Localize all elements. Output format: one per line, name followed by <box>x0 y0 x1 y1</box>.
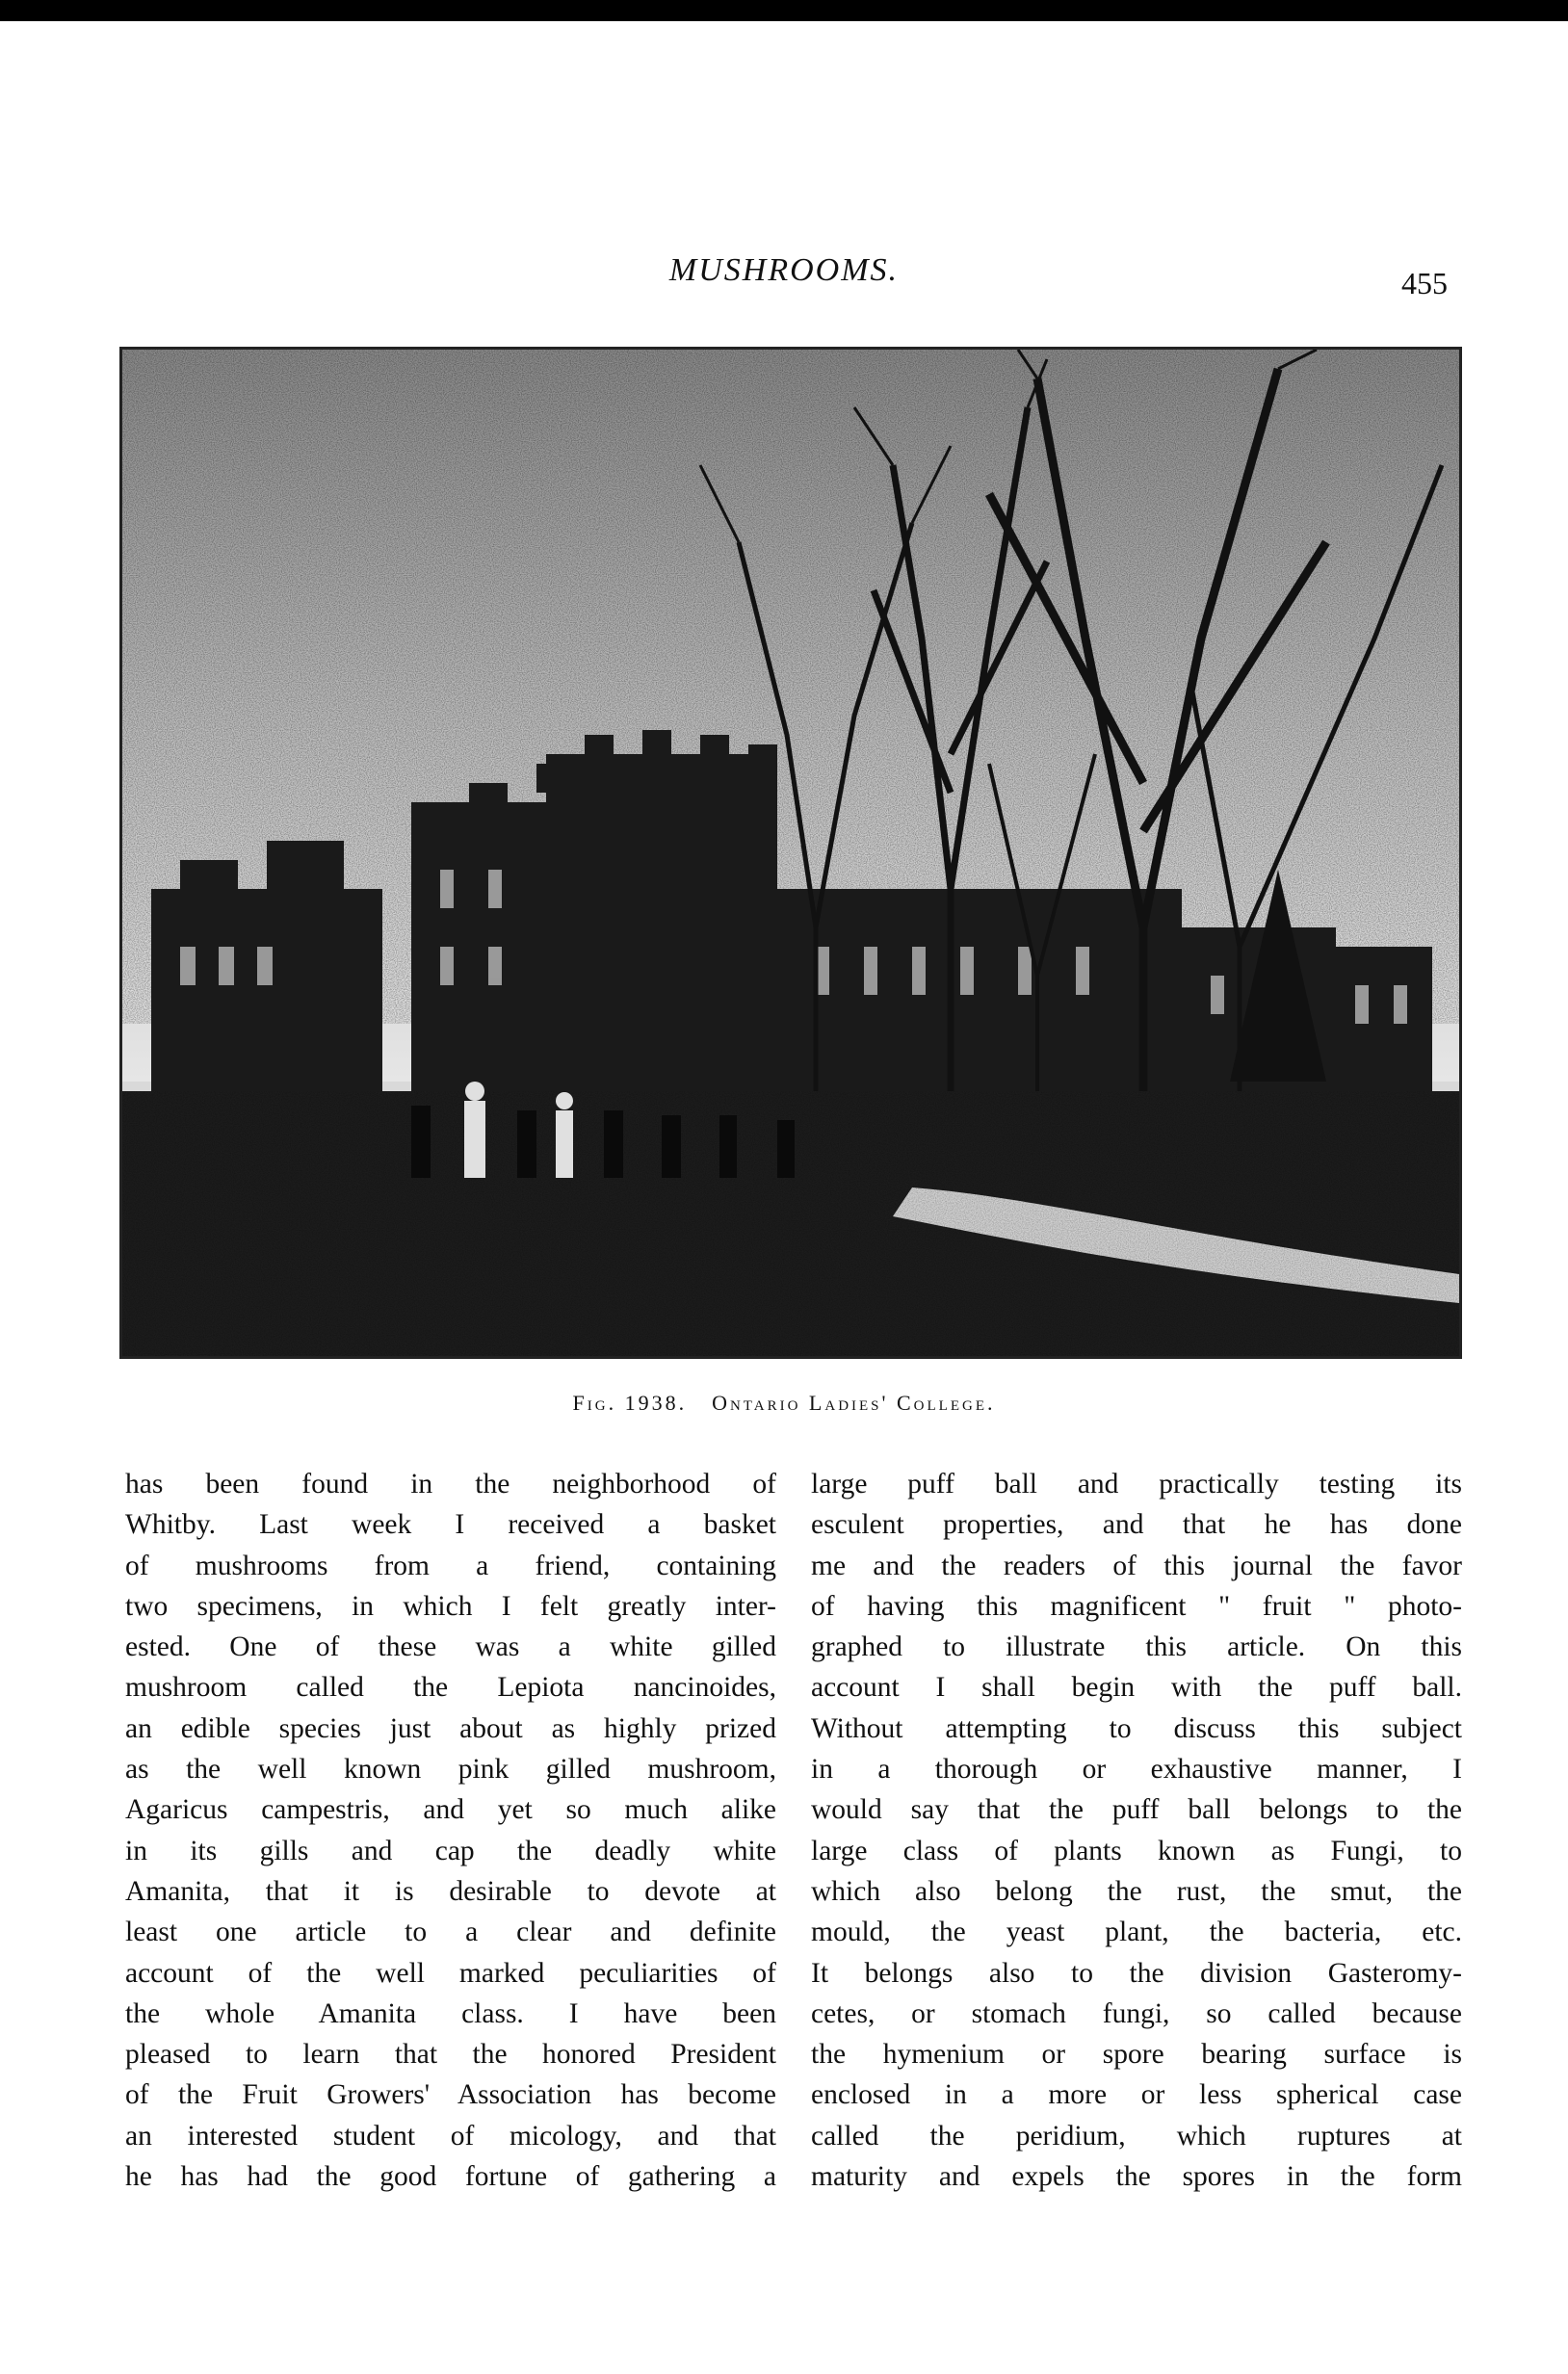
text-line: mushroom called the Lepiota nancinoides, <box>125 1672 776 1704</box>
text-line: graphed to illustrate this article. On this <box>811 1631 1462 1663</box>
text-line: an edible species just about as highly prized <box>125 1712 776 1744</box>
college-photograph <box>122 350 1459 1356</box>
scan-top-border <box>0 0 1568 21</box>
text-line: as the well known pink gilled mushroom, <box>125 1754 776 1786</box>
text-line: the hymenium or spore bearing surface is <box>811 2039 1462 2071</box>
text-line: would say that the puff ball belongs to the <box>811 1794 1462 1826</box>
text-line: large puff ball and practically testing its <box>811 1469 1462 1500</box>
text-line: maturity and expels the spores in the form <box>811 2161 1462 2193</box>
text-line: pleased to learn that the honored President <box>125 2039 776 2071</box>
text-line: in a thorough or exhaustive manner, I <box>811 1754 1462 1786</box>
text-line: large class of plants known as Fungi, to <box>811 1835 1462 1866</box>
figure-caption <box>0 1391 1568 1416</box>
text-line: in its gills and cap the deadly white <box>125 1835 776 1866</box>
text-line: mould, the yeast plant, the bacteria, etc. <box>811 1917 1462 1948</box>
text-line: account I shall begin with the puff ball. <box>811 1672 1462 1704</box>
text-line: two specimens, in which I felt greatly inter- <box>125 1590 776 1622</box>
text-line: account of the well marked peculiarities of <box>125 1957 776 1989</box>
text-line: least one article to a clear and definite <box>125 1917 776 1948</box>
right-column <box>811 1464 1462 2197</box>
text-line: me and the readers of this journal the favor <box>811 1550 1462 1581</box>
text-line: an interested student of micology, and that <box>125 2120 776 2152</box>
photo-plate <box>119 347 1462 1359</box>
text-line: esculent properties, and that he has done <box>811 1509 1462 1541</box>
running-title: MUSHROOMS. <box>668 252 900 288</box>
text-line: he has had the good fortune of gathering a <box>125 2161 776 2193</box>
text-line: Whitby. Last week I received a basket <box>125 1509 776 1541</box>
text-line: called the peridium, which ruptures at <box>811 2120 1462 2152</box>
text-line: of the Fruit Growers' Association has become <box>125 2079 776 2111</box>
page-number: 455 <box>1401 266 1448 300</box>
text-line: enclosed in a more or less spherical case <box>811 2079 1462 2111</box>
figure-title: Ontario Ladies' College. <box>712 1391 996 1415</box>
text-line: of mushrooms from a friend, containing <box>125 1550 776 1581</box>
text-line: Without attempting to discuss this subject <box>811 1712 1462 1744</box>
text-line: It belongs also to the division Gasteromy- <box>811 1957 1462 1989</box>
text-line: has been found in the neighborhood of <box>125 1469 776 1500</box>
text-line: which also belong the rust, the smut, the <box>811 1875 1462 1907</box>
text-line: ested. One of these was a white gilled <box>125 1631 776 1663</box>
text-line: Amanita, that it is desirable to devote at <box>125 1875 776 1907</box>
text-line: the whole Amanita class. I have been <box>125 1997 776 2029</box>
left-column <box>125 1464 776 2197</box>
text-line: Agaricus campestris, and yet so much alike <box>125 1794 776 1826</box>
figure-number: Fig. 1938. <box>572 1391 688 1415</box>
text-line: of having this magnificent " fruit " photo- <box>811 1590 1462 1622</box>
text-line: cetes, or stomach fungi, so called because <box>811 1997 1462 2029</box>
